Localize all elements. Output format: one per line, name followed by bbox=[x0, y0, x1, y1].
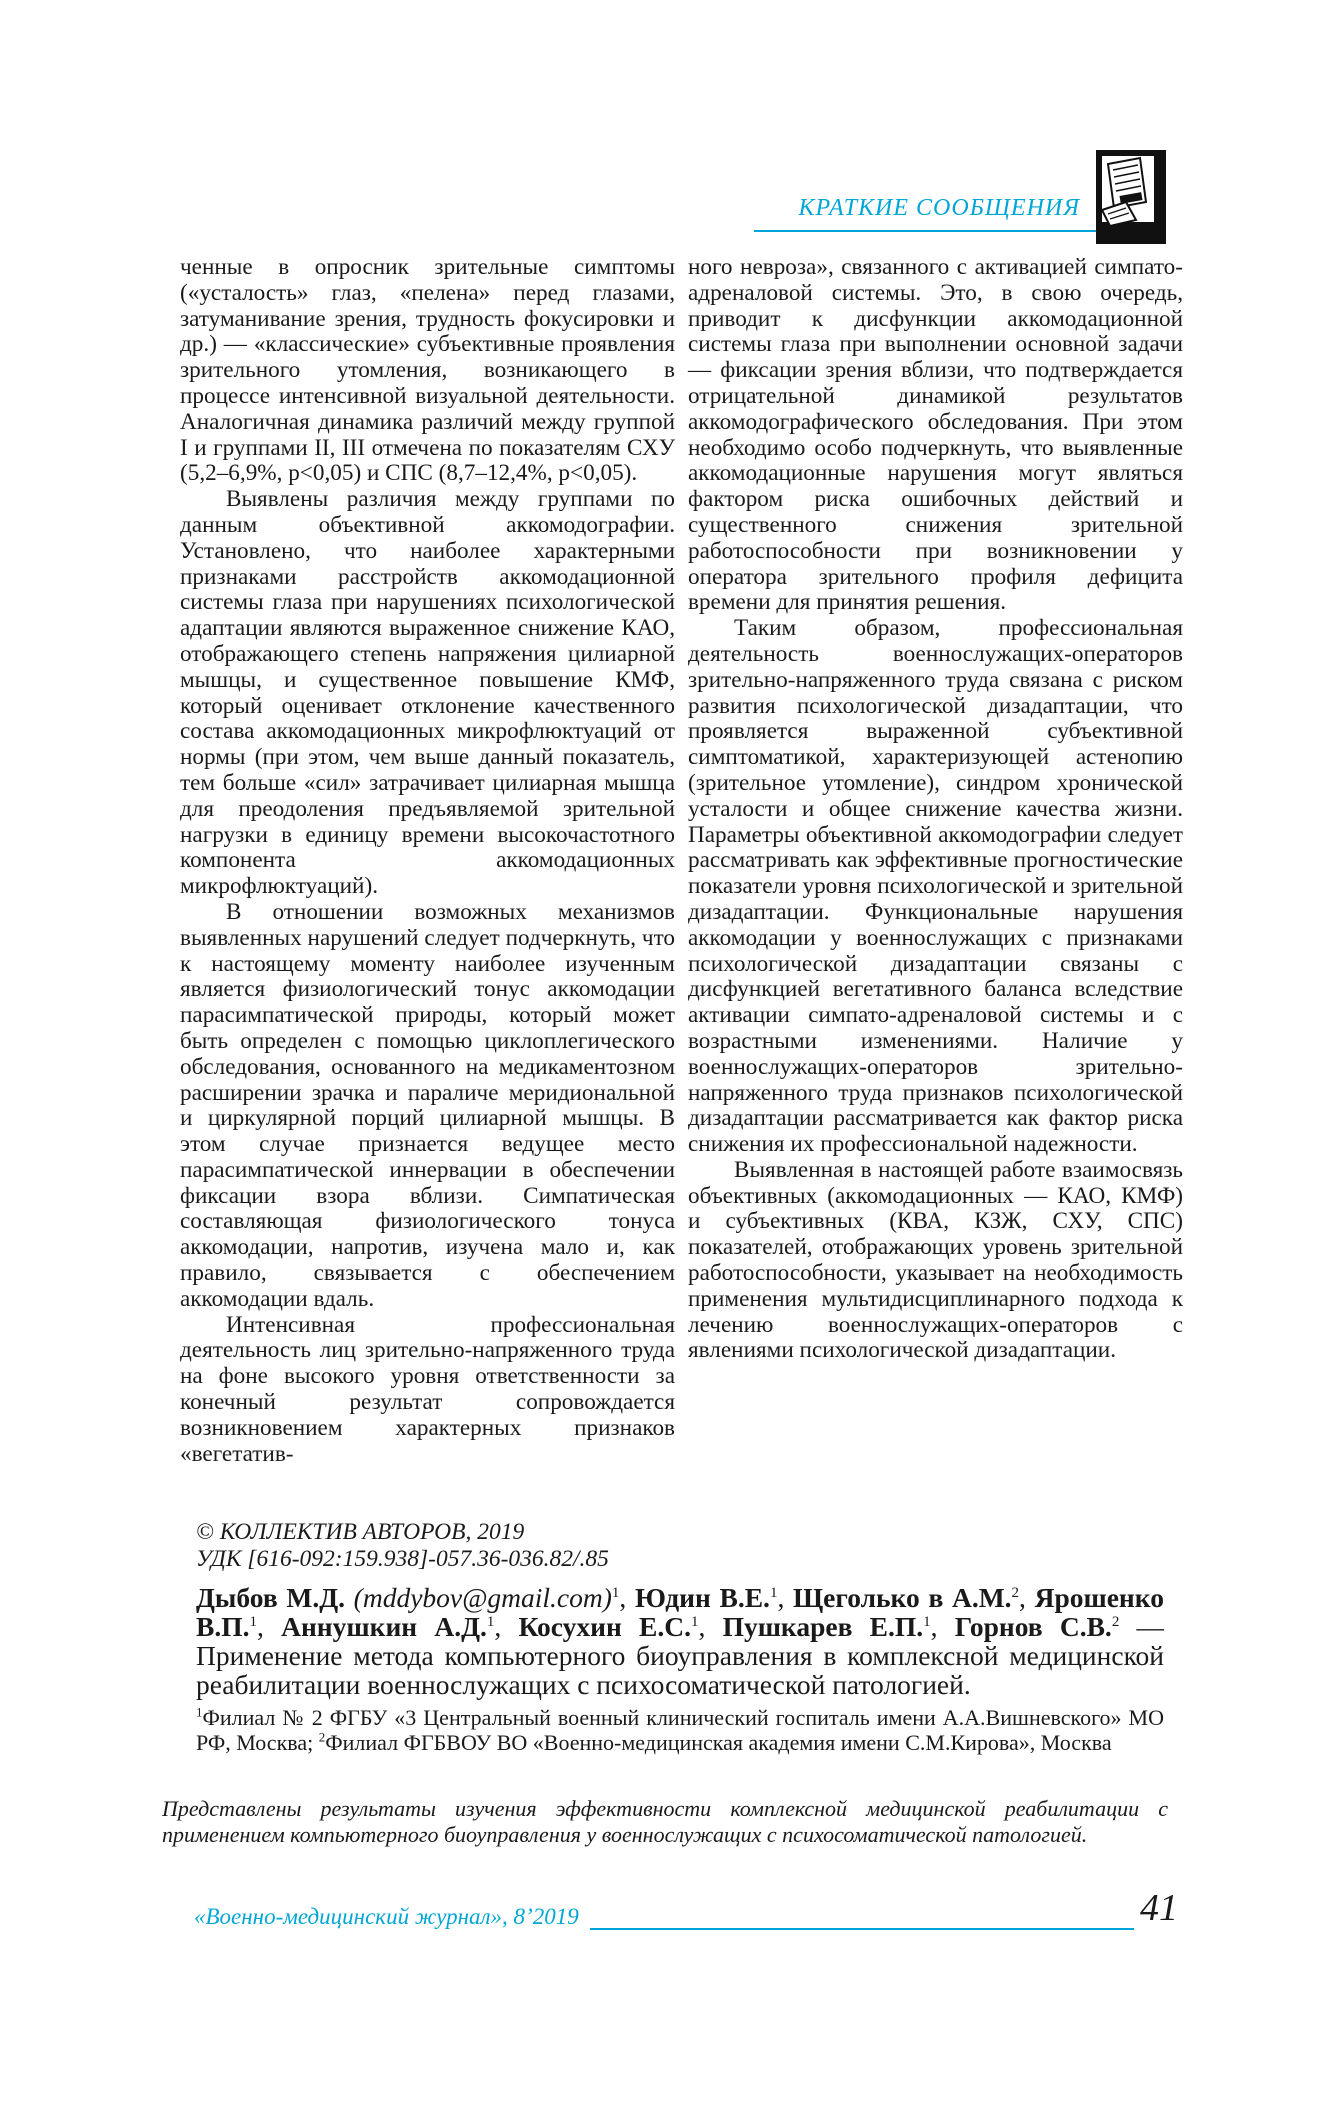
author-email: (mddybov@gmail.com) bbox=[353, 1582, 612, 1613]
left-column bbox=[180, 255, 675, 1467]
copyright-line: © КОЛЛЕКТИВ АВТОРОВ, 2019 bbox=[196, 1519, 525, 1545]
author-name: Дыбов М.Д. bbox=[196, 1582, 345, 1613]
copyright-block bbox=[196, 1519, 896, 1573]
abstract: Представлены результаты изучения эффективности комплексной медицинской реабилитации с применением компьютерного биоуправления у военнослужащих с психосоматической патологией. bbox=[162, 1796, 1168, 1847]
authors-title-block: Дыбов М.Д. (mddybov@gmail.com)$^1$, Юдин В.Е.$^1$, Щеголько в А.М.$^2$, Ярошенко В.П.$^1$, Аннушкин А.Д.$^1$, Косухин Е.С.$^1$, Пушкарев Е.П.$^1$, Горнов С.В.$^2$ — Применение метода компьютерного биоуправления в комплексной медицинской реабилитации военнослужащих с психосоматической патологией. bbox=[196, 1582, 1165, 1700]
affiliation-1: Филиал № 2 ФГБУ «3 Центральный военный клинический госпиталь имени А.А.Вишневского» МО РФ, Москва; bbox=[196, 1705, 1164, 1755]
author-name: Горнов С.В. bbox=[954, 1611, 1112, 1642]
author-name: Косухин Е.С. bbox=[518, 1611, 691, 1642]
author-name: Юдин В.Е. bbox=[634, 1582, 770, 1613]
journal-footer: «Военно-медицинский журнал», 8’2019 bbox=[194, 1904, 579, 1929]
article-title: Применение метода компьютерного биоуправления в комплексной медицинской реабилитации военнослужащих с психосоматической патологией. bbox=[196, 1640, 1164, 1700]
paragraph: ного невроза», связанного с активацией симпато-адреналовой системы. Это, в свою очередь, приводит к дисфункции аккомодационной системы глаза при выполнении основной задачи — фиксации зрения вблизи, что подтверждается отрицательной динамикой результатов аккомодографического обследования. При этом необходимо особо подчеркнуть, что выявленные аккомодационные нарушения могут являться фактором риска ошибочных действий и существенного снижения зрительной работоспособности при возникновении у оператора зрительного профиля дефицита времени для принятия решения. bbox=[688, 254, 1183, 616]
author-name: Аннушкин А.Д. bbox=[281, 1611, 487, 1642]
footer-rule bbox=[590, 1928, 1134, 1930]
udk-line: УДК [616-092:159.938]-057.36-036.82/.85 bbox=[196, 1546, 609, 1572]
page-number: 41 bbox=[1140, 1887, 1178, 1929]
author-name: Щеголько в А.М. bbox=[792, 1582, 1012, 1613]
paragraph: Выявленная в настоящей работе взаимосвязь объективных (аккомодационных — КАО, КМФ) и субъективных (КВА, КЗЖ, СХУ, СПС) показателей, отображающих уровень зрительной работоспособности, указывает на необходимость применения мультидисциплинарного подхода к лечению военнослужащих-операторов с явлениями психологической дизадаптации. bbox=[688, 1156, 1183, 1364]
affiliations: $^1$Филиал № 2 ФГБУ «3 Центральный военный клинический госпиталь имени А.А.Вишневского» МО РФ, Москва; $^2$Филиал ФГБВОУ ВО «Военно-медицинская академия имени С.М.Кирова», Москва bbox=[196, 1704, 1164, 1755]
right-column bbox=[688, 255, 1183, 1364]
paragraph: ченные в опросник зрительные симптомы («усталость» глаз, «пелена» перед глазами, затуманивание зрения, трудность фокусировки и др.) — «классические» субъективные проявления зрительного утомления, возникающего в процессе интенсивной визуальной деятельности. Аналогичная динамика различий между группой I и группами II, III отмечена по показателям СХУ (5,2–6,9%, p<0,05) и СПС (8,7–12,4%, p<0,05). bbox=[180, 254, 675, 487]
author-name: Пушкарев Е.П. bbox=[722, 1611, 924, 1642]
paragraph: Выявлены различия между группами по данным объективной аккомодографии. Установлено, что наиболее характерными признаками расстройств аккомодационной системы глаза при нарушениях психологической адаптации являются выраженное снижение КАО, отображающего степень напряжения цилиарной мышцы, и существенное повышение КМФ, который оценивает отклонение качественного состава аккомодационных микрофлюктуаций от нормы (при этом, чем выше данный показатель, тем больше «сил» затрачивает цилиарная мышца для преодоления предъявляемой зрительной нагрузки в единицу времени высокочастотного компонента аккомодационных микрофлюктуаций). bbox=[180, 486, 675, 900]
paragraph: В отношении возможных механизмов выявленных нарушений следует подчеркнуть, что к настоящему моменту наиболее изученным является физиологический тонус аккомодации парасимпатической природы, который может быть определен с помощью циклоплегического обследования, основанного на медикаментозном расширении зрачка и параличе меридиональной и циркулярной порций цилиарной мышцы. В этом случае признается ведущее место парасимпатической иннервации в обеспечении фиксации взора вблизи. Симпатическая составляющая физиологического тонуса аккомодации, напротив, изучена мало и, как правило, связывается с обеспечением аккомодации вдаль. bbox=[180, 898, 675, 1312]
paragraph: Интенсивная профессиональная деятельность лиц зрительно-напряженного труда на фоне высокого уровня ответственности за конечный результат сопровождается возникновением характерных признаков «вегетатив- bbox=[180, 1311, 675, 1467]
author-name: Ярошенко В.П. bbox=[196, 1582, 1164, 1642]
header-rule bbox=[754, 230, 1110, 232]
newspaper-document-icon bbox=[1096, 150, 1166, 244]
section-title: КРАТКИЕ СООБЩЕНИЯ bbox=[798, 195, 1080, 221]
paragraph: Таким образом, профессиональная деятельность военнослужащих-операторов зрительно-напряженного труда связана с риском развития психологической дизадаптации, что проявляется выраженной субъективной симптоматикой, характеризующей астенопию (зрительное утомление), синдром хронической усталости и общее снижение качества жизни. Параметры объективной аккомодографии следует рассматривать как эффективные прогностические показатели уровня психологической и зрительной дизадаптации. Функциональные нарушения аккомодации у военнослужащих с признаками психологической дизадаптации связаны с дисфункцией вегетативного баланса вследствие активации симпато-адреналовой системы и с возрастными изменениями. Наличие у военнослужащих-операторов зрительно-напряженного труда признаков психологической дизадаптации рассматривается как фактор риска снижения их профессиональной надежности. bbox=[688, 615, 1183, 1158]
affiliation-2: Филиал ФГБВОУ ВО «Военно-медицинская академия имени С.М.Кирова», Москва bbox=[325, 1729, 1112, 1755]
